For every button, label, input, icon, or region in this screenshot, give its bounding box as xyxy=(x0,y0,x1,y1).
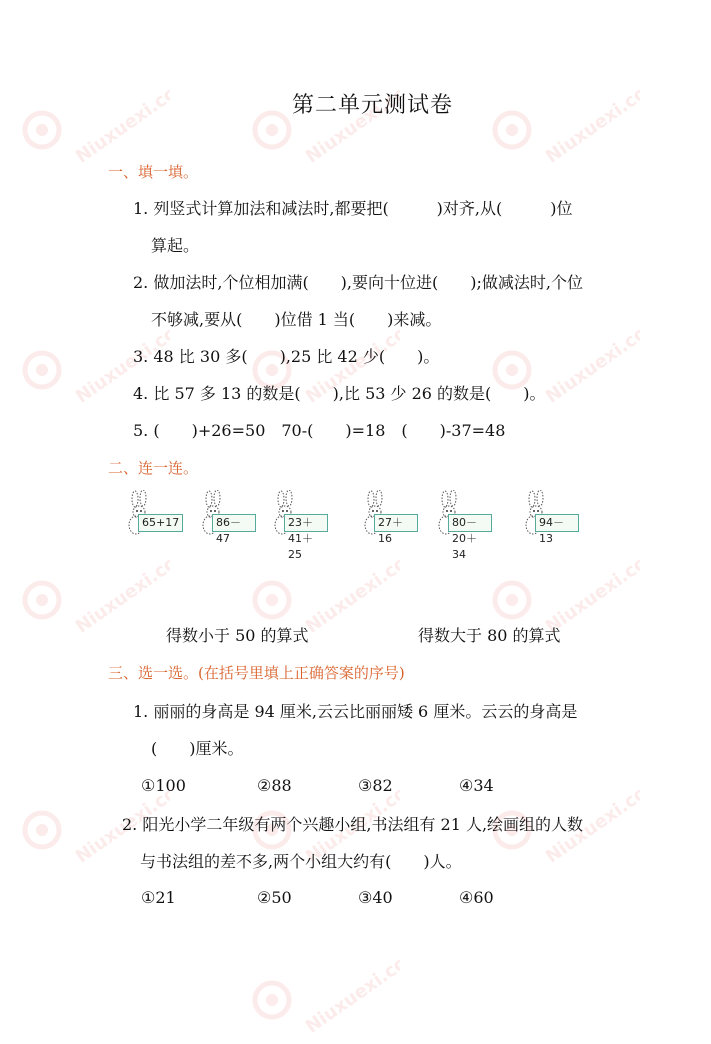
choose-q2-option-3: ③40 xyxy=(358,888,393,907)
fill-q1-line2: 算起。 xyxy=(151,236,200,255)
svg-text:Niuxuexi.com: Niuxuexi.com xyxy=(301,90,400,168)
page-title: 第二单元测试卷 xyxy=(292,93,454,118)
fill-q5: 5. ( )+26=50 70-( )=18 ( )-37=48 xyxy=(133,421,506,440)
svg-text:Niuxuexi.com: Niuxuexi.com xyxy=(541,560,640,638)
target-less-than-50: 得数小于 50 的算式 xyxy=(166,626,309,645)
expression-card[interactable]: 23＋41＋25 xyxy=(284,514,328,532)
svg-text:Niuxuexi.com: Niuxuexi.com xyxy=(301,560,400,638)
choose-q2-option-1: ①21 xyxy=(141,888,176,907)
choose-q1-option-4: ④34 xyxy=(459,776,494,795)
svg-text:Niuxuexi.com: Niuxuexi.com xyxy=(301,330,400,408)
watermark-logo xyxy=(490,90,640,170)
svg-text:Niuxuexi.com: Niuxuexi.com xyxy=(71,790,170,868)
section-heading-choose: 三、选一选。(在括号里填上正确答案的序号) xyxy=(108,664,405,682)
fill-q4: 4. 比 57 多 13 的数是( ),比 53 少 26 的数是( )。 xyxy=(133,384,546,403)
fill-q2-line2: 不够减,要从( )位借 1 当( )来减。 xyxy=(151,310,442,329)
expression-card[interactable]: 65+17 xyxy=(138,514,183,532)
fill-q2-line1: 2. 做加法时,个位相加满( ),要向十位进( );做减法时,个位 xyxy=(133,273,583,292)
choose-q2-option-4: ④60 xyxy=(459,888,494,907)
bunny-card xyxy=(523,490,579,545)
svg-text:Niuxuexi.com: Niuxuexi.com xyxy=(71,330,170,408)
svg-text:Niuxuexi.com: Niuxuexi.com xyxy=(71,90,170,168)
bunny-card xyxy=(362,490,418,545)
watermark-logo xyxy=(20,90,170,170)
target-greater-than-80: 得数大于 80 的算式 xyxy=(418,626,561,645)
expression-card[interactable]: 80－20＋34 xyxy=(448,514,492,532)
svg-text:Niuxuexi.com: Niuxuexi.com xyxy=(541,90,640,168)
choose-q2-line1: 2. 阳光小学二年级有两个兴趣小组,书法组有 21 人,绘画组的人数 xyxy=(122,815,584,834)
svg-text:Niuxuexi.com: Niuxuexi.com xyxy=(541,330,640,408)
choose-q1-line2: ( )厘米。 xyxy=(151,739,244,758)
expression-card[interactable]: 86－47 xyxy=(212,514,256,532)
section-heading-fill: 一、填一填。 xyxy=(108,163,199,181)
bunny-card xyxy=(200,490,256,545)
choose-q1-option-1: ①100 xyxy=(141,776,186,795)
choose-q1-line1: 1. 丽丽的身高是 94 厘米,云云比丽丽矮 6 厘米。云云的身高是 xyxy=(133,702,578,721)
svg-text:Niuxuexi.com: Niuxuexi.com xyxy=(301,960,400,1038)
bunny-card xyxy=(436,490,492,561)
watermark-logo xyxy=(250,960,400,1040)
bunny-card xyxy=(272,490,328,561)
fill-q3: 3. 48 比 30 多( ),25 比 42 少( )。 xyxy=(133,347,440,366)
expression-card[interactable]: 94－13 xyxy=(535,514,579,532)
svg-text:Niuxuexi.com: Niuxuexi.com xyxy=(541,790,640,868)
bunny-card xyxy=(126,490,182,536)
choose-q1-option-3: ③82 xyxy=(358,776,393,795)
svg-text:Niuxuexi.com: Niuxuexi.com xyxy=(71,560,170,638)
expression-card[interactable]: 27＋16 xyxy=(374,514,418,532)
section-heading-connect: 二、连一连。 xyxy=(108,459,199,477)
choose-q2-option-2: ②50 xyxy=(257,888,292,907)
fill-q1-line1: 1. 列竖式计算加法和减法时,都要把( )对齐,从( )位 xyxy=(133,199,573,218)
choose-q2-line2: 与书法组的差不多,两个小组大约有( )人。 xyxy=(140,852,462,871)
watermark-logo xyxy=(20,560,170,640)
choose-q1-option-2: ②88 xyxy=(257,776,292,795)
svg-text:Niuxuexi.com: Niuxuexi.com xyxy=(301,790,400,868)
